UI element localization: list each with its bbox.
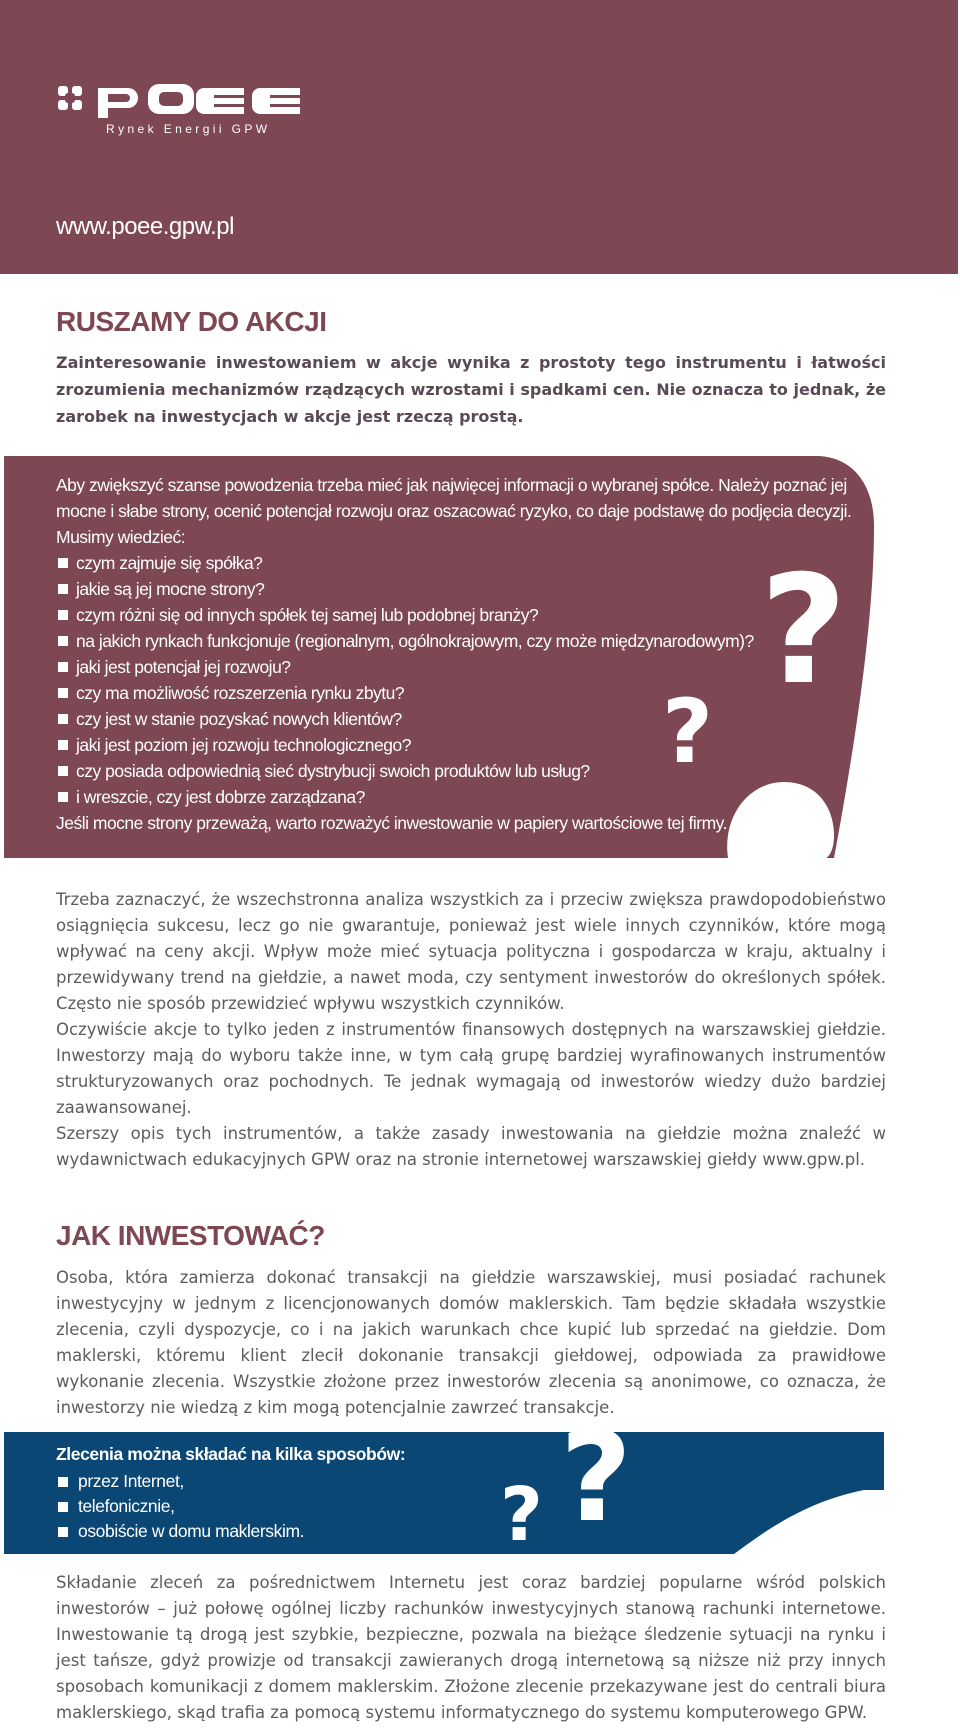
questions-panel-text [56,472,856,836]
paragraph: Szerszy opis tych instrumentów, a także zasady inwestowania na giełdzie można znaleźć w wydawnictwach edukacyjnych GPW oraz na stronie internetowej warszawskiej giełdy www.gpw.pl. [56,1124,886,1169]
list-item: jaki jest poziom jej rozwoju technologicznego? [56,732,856,758]
paragraph: Składanie zleceń za pośrednictwem Internetu jest coraz bardziej popularne wśród polskich inwestorów – już połowę ogólnej liczby rachunków inwestycyjnych stanową rachunki internetowe. Inwestowanie tą drogą jest szybkie, bezpieczne, pozwala na bieżące śledzenie sytuacji na rynku i jest tańsze, gdyż prowizje od transakcji zawieranych drogą internetową są niższe niż przy innych sposobach komunikacji z domem maklerskim. Złożone zlecenie przekazywane jest do centrali biura maklerskiego, skąd trafia za pomocą systemu informatycznego do systemu komputerowego GPW. [56,1573,886,1722]
list-item: przez Internet, [56,1469,556,1494]
list-item: telefonicznie, [56,1494,556,1519]
poee-logo-mark [56,82,326,122]
list-item: czy posiada odpowiednią sieć dystrybucji swoich produktów lub usług? [56,758,856,784]
methods-list [56,1469,556,1544]
list-item: czy jest w stanie pozyskać nowych klientów? [56,706,856,732]
paragraph: Trzeba zaznaczyć, że wszechstronna analiza wszystkich za i przeciw zwiększa prawdopodobieństwo osiągnięcia sukcesu, lecz go nie gwarantuje, ponieważ jest wiele innych czynników, które mogą wpływać na ceny akcji. Wpływ może mieć sytuacja polityczna i gospodarcza w kraju, aktualny i przewidywany trend na giełdzie, a nawet moda, czy sentyment inwestorów do określonych spółek. Często nie sposób przewidzieć wpływu wszystkich czynników. [56,890,886,1013]
list-item: czym zajmuje się spółka? [56,550,856,576]
questions-panel [4,456,884,858]
logo-subtitle: Rynek Energii GPW [106,122,271,136]
question-mark-large-icon: ? [760,544,848,718]
methods-panel-text [56,1442,556,1544]
list-item: i wreszcie, czy jest dobrze zarządzana? [56,784,856,810]
list-item: jaki jest potencjał jej rozwoju? [56,654,856,680]
question-mark-large-icon: ? [560,1406,632,1550]
section2-closing [56,1570,886,1726]
website-url[interactable]: www.poee.gpw.pl [56,213,234,240]
section-title-jak-inwestowac: JAK INWESTOWAĆ? [56,1220,325,1251]
methods-panel [4,1406,884,1558]
questions-list [56,544,856,810]
list-item: czy ma możliwość rozszerzenia rynku zbytu? [56,680,856,706]
question-mark-small-icon: ? [662,680,714,783]
methods-title: Zlecenia można składać na kilka sposobów: [56,1444,406,1464]
paragraph: Osoba, która zamierza dokonać transakcji na giełdzie warszawskiej, musi posiadać rachunek inwestycyjny w jednym z licencjonowanych domów maklerskich. Tam będzie składała wszystkie zlecenia, czyli dyspozycje, co i na jakich warunkach chce kupić lub sprzedać na giełdzie. Dom maklerski, któremu klient zlecił dokonanie transakcji giełdowej, odpowiada za prawidłowe wykonanie zlecenia. Wszystkie złożone przez inwestorów zlecenia są anonimowe, co oznacza, że inwestorzy nie wiedzą z kim mogą potencjalnie zawrzeć transakcje. [56,1268,886,1417]
panel-intro: Aby zwiększyć szanse powodzenia trzeba mieć jak najwięcej informacji o wybranej spółce. Należy poznać jej mocne i słabe strony, ocenić potencjał rozwoju oraz oszacować ryzyko, co daje podstawę do podjęcia decyzji. Musimy wiedzieć: [56,475,852,547]
list-item: czym różni się od innych spółek tej samej lub podobnej branży? [56,602,856,628]
list-item: na jakich rynkach funkcjonuje (regionalnym, ogólnokrajowym, czy może międzynarodowym)? [56,628,856,654]
section-title-ruszamy: RUSZAMY DO AKCJI [56,306,327,337]
section1-body [56,887,886,1173]
list-item: jakie są jej mocne strony? [56,576,856,602]
section1-intro: Zainteresowanie inwestowaniem w akcje wynika z prostoty tego instrumentu i łatwości zrozumienia mechanizmów rządzących wzrostami i spadkami cen. Nie oznacza to jednak, że zarobek na inwestycjach w akcje jest rzeczą prostą. [56,353,886,426]
list-item: osobiście w domu maklerskim. [56,1519,556,1544]
section2-intro [56,1265,886,1421]
header-banner [0,0,958,274]
paragraph: Oczywiście akcje to tylko jeden z instrumentów finansowych dostępnych na warszawskiej giełdzie. Inwestorzy mają do wyboru także inne, w tym całą grupę bardziej wyrafinowanych instrumentów strukturyzowanych oraz pochodnych. Te jednak wymagają od inwestorów wiedzy dużo bardziej zaawansowanej. [56,1020,886,1117]
question-mark-small-icon: ? [500,1472,543,1558]
panel-conclusion: Jeśli mocne strony przeważą, warto rozważyć inwestowanie w papiery wartościowe tej firmy. [56,813,727,833]
poee-logo [56,82,326,142]
